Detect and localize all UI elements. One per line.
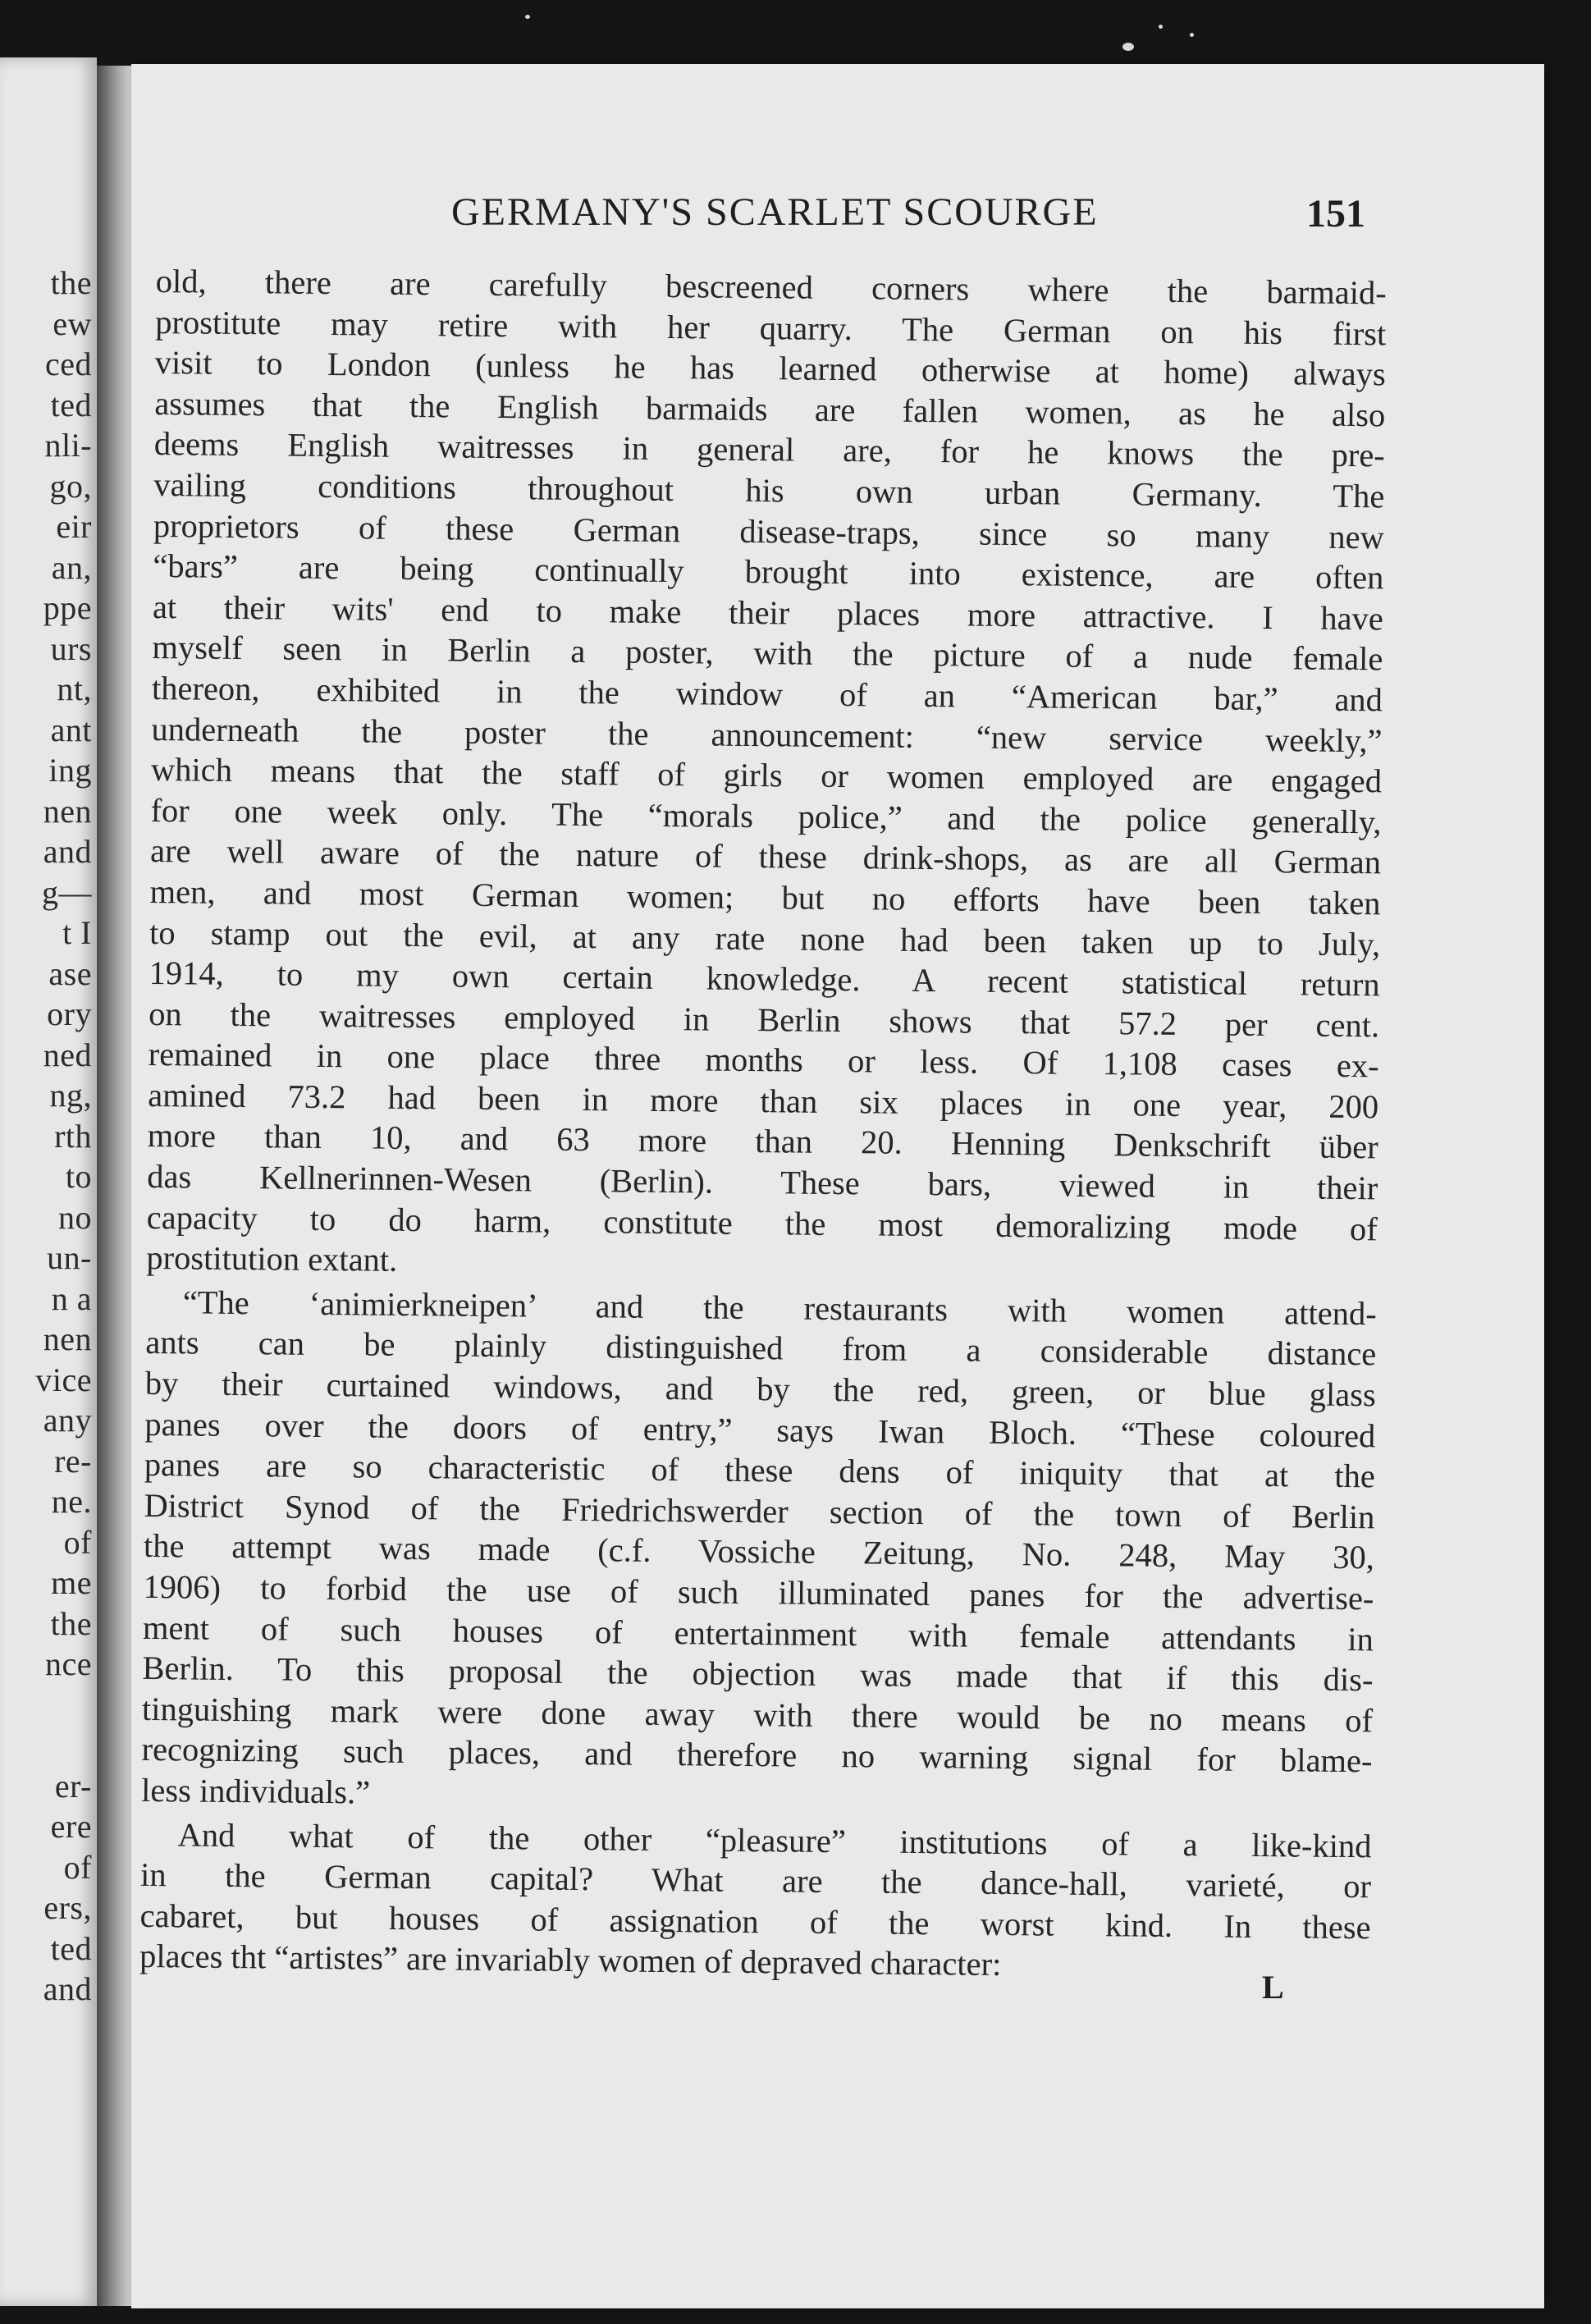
facing-page-line-end: nen bbox=[43, 1320, 92, 1357]
facing-page-line-end: ted bbox=[50, 386, 92, 423]
facing-page-line-end: ng, bbox=[49, 1077, 92, 1114]
text-line: recognizing such places, and therefore no warning signal for blame- bbox=[141, 1731, 1373, 1780]
text-line: for one week only. The “morals police,” and the police generally, bbox=[150, 791, 1382, 841]
facing-page-fragment bbox=[0, 57, 97, 2306]
text-line: places tht “artistes” are invariably women of depraved character: bbox=[139, 1937, 1002, 1983]
text-line: which means that the staff of girls or women employed are engaged bbox=[150, 751, 1383, 800]
text-line: “The ‘animierkneipen’ and the restaurants with women attend- bbox=[182, 1283, 1377, 1333]
text-line: das Kellnerinnen-Wesen (Berlin). These bars, viewed in their bbox=[147, 1158, 1378, 1207]
text-line: vailing conditions throughout his own urban Germany. The bbox=[153, 465, 1385, 515]
dust-speck bbox=[1190, 33, 1194, 37]
facing-page-line-end: nli- bbox=[44, 427, 92, 464]
text-line: in the German capital? What are the dance-hall, varieté, or bbox=[139, 1856, 1372, 1905]
facing-page-line-end: of bbox=[63, 1848, 92, 1886]
facing-page-line-end: no bbox=[58, 1198, 92, 1236]
running-head bbox=[131, 190, 1444, 239]
facing-page-line-end: vice bbox=[35, 1361, 92, 1398]
facing-page-line-end: ere bbox=[50, 1808, 92, 1845]
signature-mark: L bbox=[1262, 1969, 1284, 2006]
text-line: the attempt was made (c.f. Vossiche Zeitung, No. 248, May 30, bbox=[143, 1527, 1375, 1576]
facing-page-line-end: and bbox=[43, 833, 92, 870]
text-line: ants can be plainly distinguished from a considerable distance bbox=[145, 1324, 1377, 1373]
text-line: panes over the doors of entry,” says Iwan Bloch. “These coloured bbox=[144, 1405, 1376, 1454]
text-line: tinguishing mark were done away with there would be no means of bbox=[141, 1690, 1374, 1740]
text-line: ment of such houses of entertainment with female attendants in bbox=[142, 1608, 1374, 1658]
text-line: panes are so characteristic of these dens of iniquity that at the bbox=[144, 1446, 1376, 1495]
text-line: by their curtained windows, and by the red, green, or blue glass bbox=[144, 1364, 1377, 1414]
dust-speck bbox=[1159, 25, 1163, 29]
text-line: 1914, to my own certain knowledge. A recent statistical return bbox=[149, 954, 1380, 1004]
facing-page-line-end: ned bbox=[43, 1036, 92, 1073]
text-line: assumes that the English barmaids are fallen women, as he also bbox=[154, 384, 1386, 434]
facing-page-line-end: ne. bbox=[51, 1483, 92, 1520]
facing-page-line-end: to bbox=[65, 1158, 92, 1195]
facing-page-line-end: ers, bbox=[43, 1889, 92, 1926]
text-line: on the waitresses employed in Berlin shows that 57.2 per cent. bbox=[148, 995, 1380, 1045]
body-text bbox=[139, 261, 1387, 1988]
facing-page-line-end: me bbox=[51, 1564, 92, 1601]
facing-page-line-end: re- bbox=[54, 1442, 92, 1480]
text-line: amined 73.2 had been in more than six places in one year, 200 bbox=[148, 1076, 1379, 1126]
facing-page-line-ends bbox=[35, 263, 92, 2010]
facing-page-line-end: ew bbox=[53, 304, 92, 342]
facing-page-line-end: the bbox=[50, 1604, 92, 1642]
text-line: old, there are carefully bescreened corners where the barmaid- bbox=[155, 262, 1387, 312]
text-line: more than 10, and 63 more than 20. Henning Denkschrift über bbox=[147, 1117, 1378, 1166]
facing-page-line-end: un- bbox=[47, 1239, 92, 1276]
text-line: to stamp out the evil, at any rate none had been taken up to July, bbox=[149, 913, 1381, 963]
facing-page-line-end: of bbox=[63, 1523, 92, 1561]
facing-page-line-end: eir bbox=[56, 508, 92, 545]
facing-page-line-end: t I bbox=[62, 914, 92, 951]
facing-page-line-end: ced bbox=[44, 345, 92, 382]
facing-page-line-end: ted bbox=[50, 1929, 92, 1967]
text-line: remained in one place three months or less. Of 1,108 cases ex- bbox=[148, 1036, 1379, 1085]
text-line: underneath the poster the announcement: “new service weekly,” bbox=[151, 710, 1383, 759]
running-head-title: GERMANY'S SCARLET SCOURGE bbox=[451, 190, 1099, 234]
facing-page-line-end: ing bbox=[48, 752, 92, 789]
text-line: visit to London (unless he has learned otherwise at home) always bbox=[154, 344, 1386, 393]
text-line: less individuals.” bbox=[140, 1771, 371, 1811]
facing-page-line-end: the bbox=[50, 264, 92, 301]
text-line: prostitute may retire with her quarry. The German on his first bbox=[155, 303, 1387, 352]
text-line: “bars” are being continually brought into existence, are often bbox=[153, 547, 1384, 597]
facing-page-line-end: g— bbox=[42, 873, 92, 911]
facing-page-line-end: rth bbox=[54, 1117, 92, 1155]
facing-page-line-end: nce bbox=[44, 1645, 92, 1682]
facing-page-line-end: urs bbox=[50, 629, 92, 667]
facing-page-line-end: nt, bbox=[57, 670, 92, 707]
page-number: 151 bbox=[1306, 192, 1365, 236]
text-line: at their wits' end to make their places more attractive. I have bbox=[152, 588, 1384, 638]
text-line: District Synod of the Friedrichswerder section of the town of Berlin bbox=[144, 1486, 1375, 1536]
text-line: cabaret, but houses of assignation of the worst kind. In these bbox=[139, 1896, 1371, 1947]
facing-page-line-end: an, bbox=[51, 548, 92, 586]
facing-page-line-end: any bbox=[43, 1402, 92, 1439]
facing-page-line-end bbox=[35, 1685, 92, 1766]
text-line: proprietors of these German disease-traps, since so many new bbox=[153, 506, 1385, 556]
facing-page-line-end: n a bbox=[51, 1279, 92, 1317]
text-line: And what of the other “pleasure” institutions of a like-kind bbox=[177, 1815, 1372, 1864]
text-line: prostitution extant. bbox=[146, 1239, 398, 1279]
dust-speck bbox=[525, 15, 530, 19]
facing-page-line-end: go, bbox=[49, 467, 92, 505]
dust-speck bbox=[1122, 43, 1134, 51]
facing-page-line-end: ant bbox=[50, 711, 92, 748]
facing-page-line-end: ppe bbox=[43, 589, 92, 626]
text-line: 1906) to forbid the use of such illuminated panes for the advertise- bbox=[143, 1567, 1374, 1617]
facing-page-line-end: er- bbox=[54, 1767, 92, 1805]
text-line: deems English waitresses in general are, for he knows the pre- bbox=[153, 425, 1386, 474]
text-line: thereon, exhibited in the window of an “American bar,” and bbox=[151, 669, 1383, 719]
text-line: men, and most German women; but no efforts have been taken bbox=[149, 872, 1381, 922]
text-line: capacity to do harm, constitute the most demoralizing mode of bbox=[146, 1198, 1378, 1248]
facing-page-line-end: ory bbox=[47, 995, 92, 1032]
facing-page-line-end: ase bbox=[48, 954, 92, 992]
text-line: are well aware of the nature of these drink-shops, as are all German bbox=[149, 832, 1382, 881]
text-line: Berlin. To this proposal the objection was made that if this dis- bbox=[142, 1649, 1374, 1699]
text-line: myself seen in Berlin a poster, with the picture of a nude female bbox=[152, 629, 1383, 678]
facing-page-line-end: and bbox=[43, 1970, 92, 2007]
facing-page-line-end: nen bbox=[43, 792, 92, 830]
book-page bbox=[131, 64, 1544, 2308]
